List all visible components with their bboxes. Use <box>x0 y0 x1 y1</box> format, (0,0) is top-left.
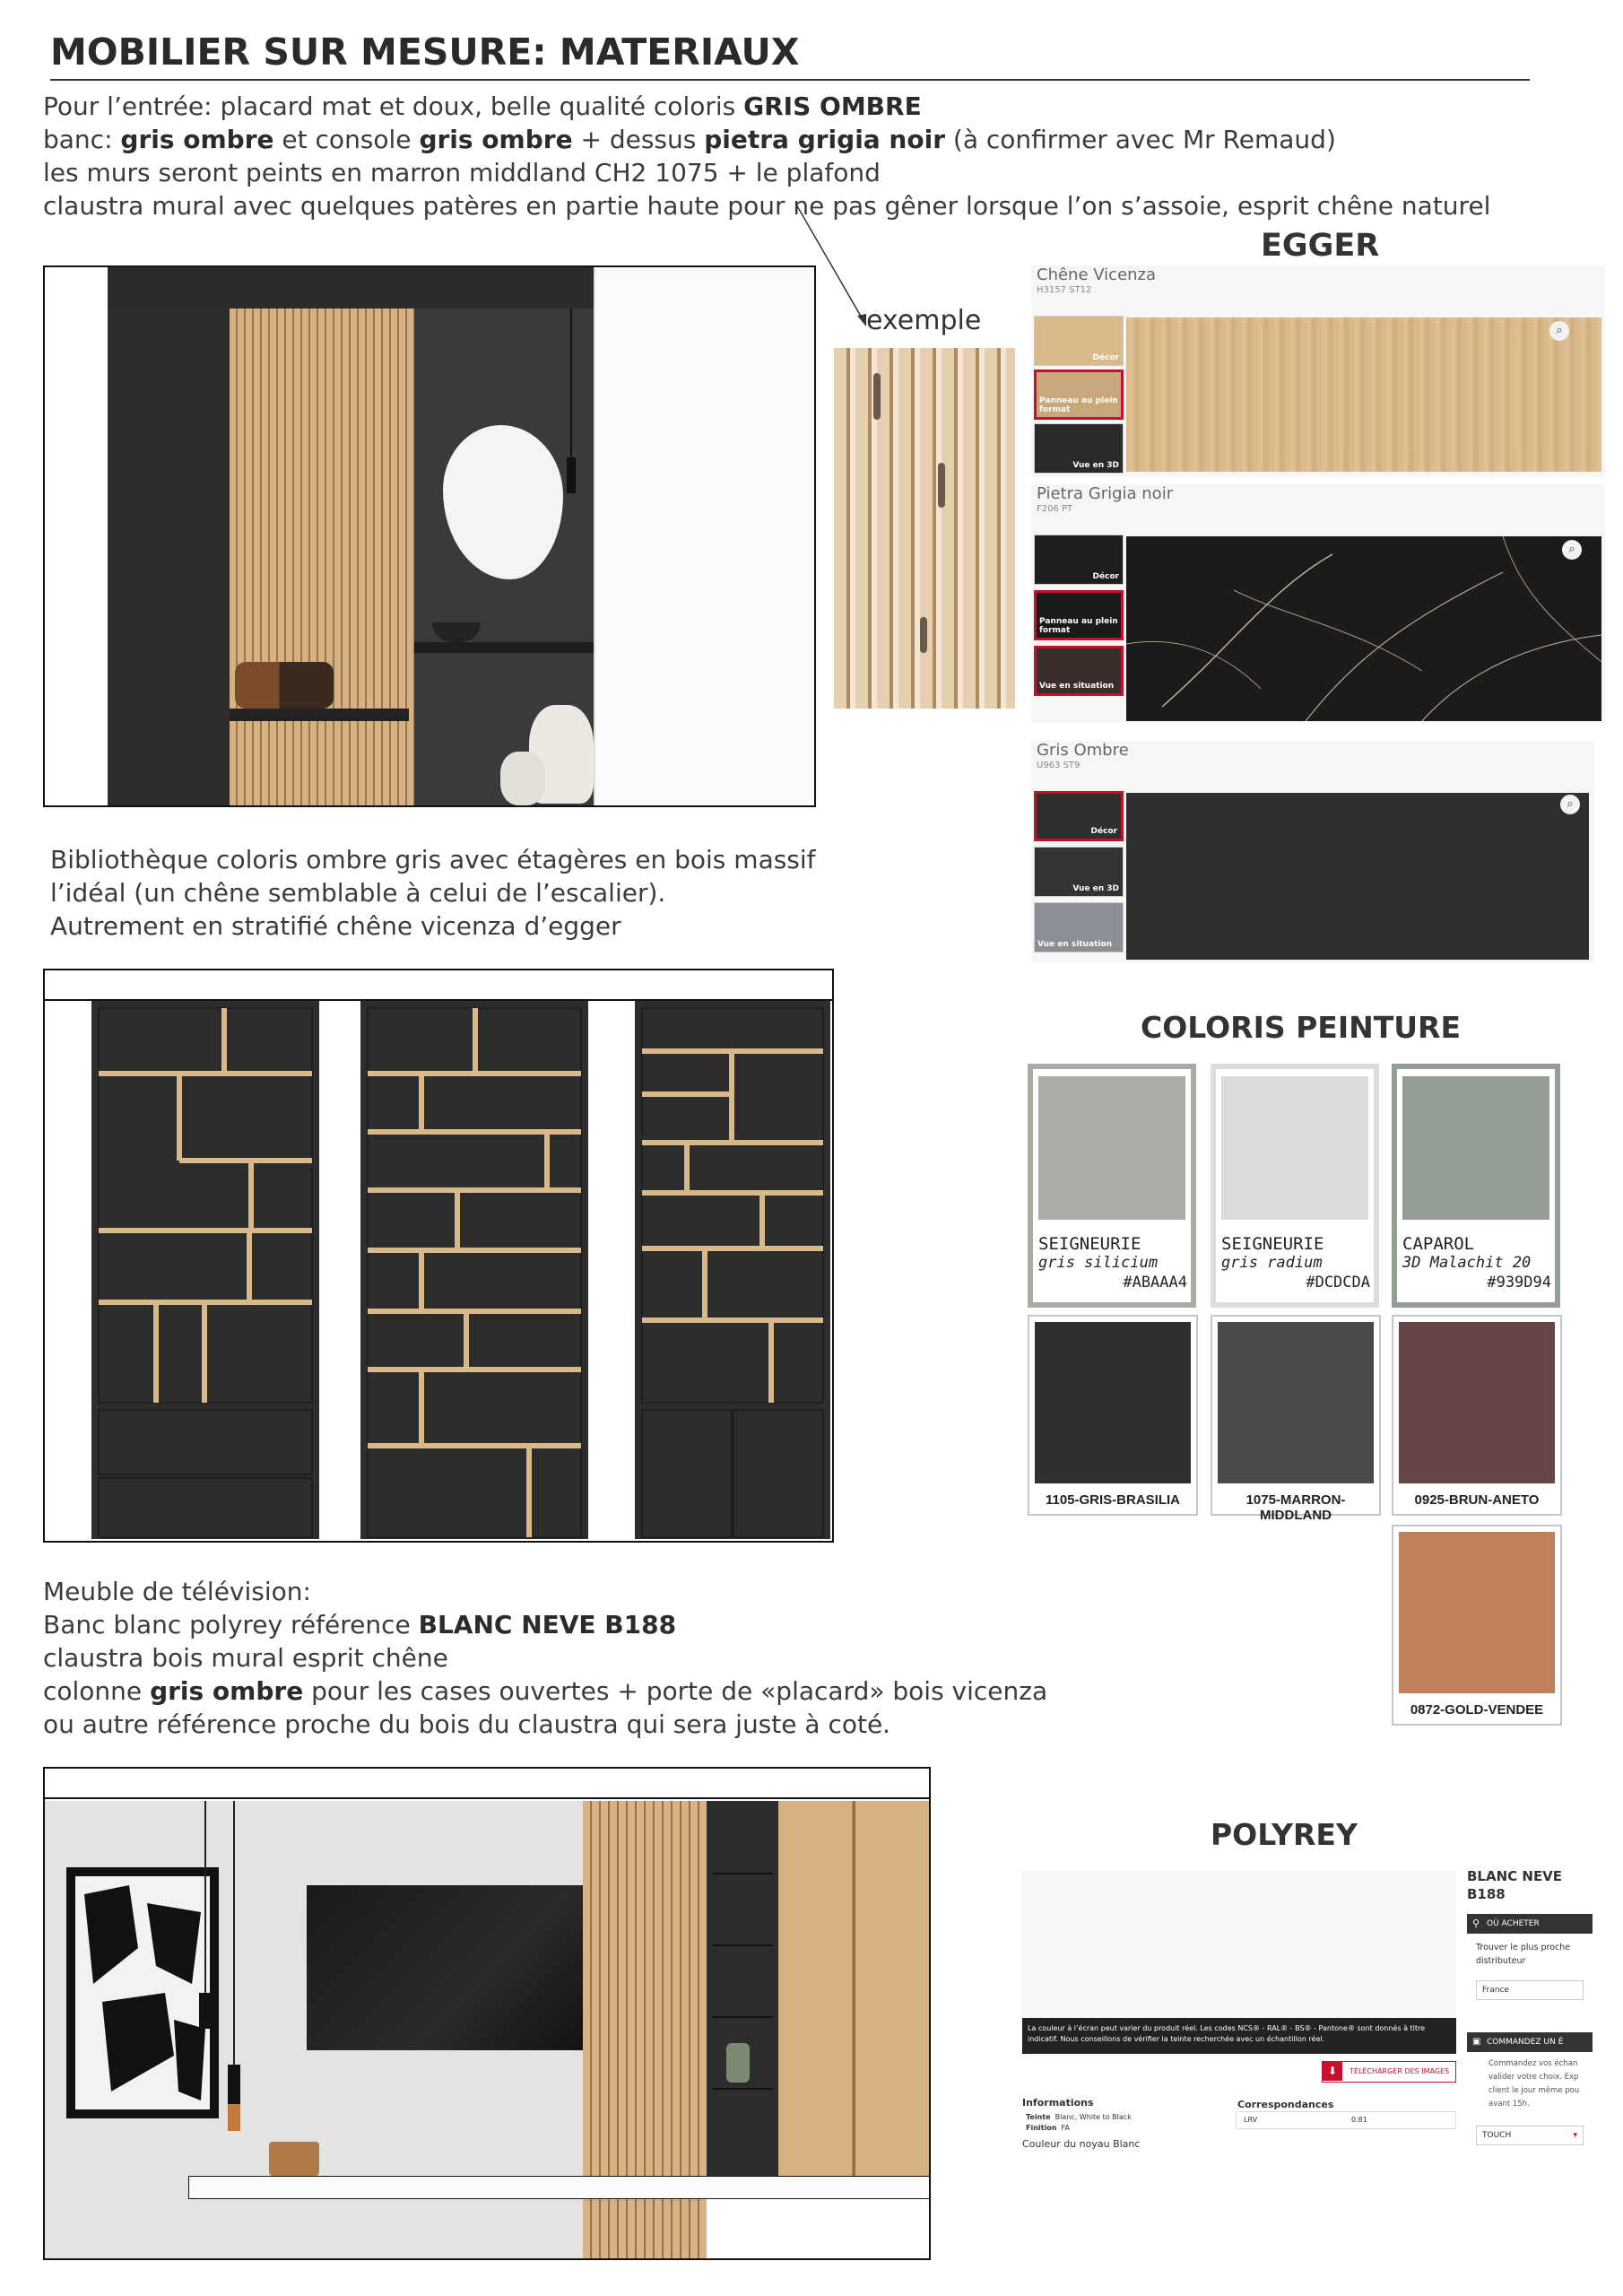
text: Meuble de télévision: <box>43 1577 311 1606</box>
cabinet-left <box>108 309 230 807</box>
bookshelf-elevation <box>43 969 834 1543</box>
tv-top-band <box>45 1769 931 1799</box>
column-shelf <box>712 1944 773 1946</box>
sample-box-icon: ▣ <box>1472 2037 1481 2047</box>
polyrey-lrv-row <box>1236 2111 1456 2129</box>
intro-line <box>43 189 1490 222</box>
intro-line <box>43 90 1490 123</box>
egger-product-pietra-grigia <box>1031 484 1605 723</box>
tv-line <box>43 1641 1047 1674</box>
polyrey-swatch <box>1022 1871 1456 2018</box>
text: (à confirmer avec Mr Remaud) <box>945 125 1336 154</box>
pendant-1 <box>204 1801 206 1998</box>
zoom-icon[interactable]: ⌕ <box>1560 795 1580 814</box>
egger-product-chene-vicenza <box>1031 265 1605 477</box>
pendant-2 <box>233 1801 235 2070</box>
title-underline <box>50 79 1530 81</box>
tv-elevation <box>43 1767 931 2260</box>
zoom-icon[interactable]: ⌕ <box>1549 321 1569 341</box>
decor-box <box>269 2142 319 2176</box>
thumb-3d[interactable]: Vue en 3D <box>1034 423 1124 474</box>
text: claustra mural avec quelques patères en partie haute pour ne pas gêner lorsque l’on s’assoie, esprit chêne naturel <box>43 191 1491 221</box>
thumb-situation[interactable]: Vue en situation <box>1034 646 1124 696</box>
text: claustra bois mural esprit chêne <box>43 1643 448 1673</box>
console-shelf <box>414 642 594 653</box>
thumb-decor[interactable]: Décor <box>1034 535 1124 585</box>
column-shelf <box>712 2088 773 2090</box>
bibliotheque-line: Autrement en stratifié chêne vicenza d’egger <box>50 911 621 941</box>
hook-3 <box>920 617 927 653</box>
paint-swatch-card <box>1211 1064 1379 1308</box>
polyrey-product-name: BLANC NEVE B188 <box>1467 1868 1563 1902</box>
exemple-photo <box>834 348 1015 709</box>
oak-claustra <box>230 309 414 807</box>
chip-label: 1075-MARRON-MIDDLAND <box>1245 1492 1346 1523</box>
text: colonne <box>43 1676 151 1706</box>
bold-text: gris ombre <box>150 1676 304 1706</box>
polyrey-corr-title: Correspondances <box>1237 2099 1334 2110</box>
thumb-decor[interactable]: Décor <box>1034 316 1124 366</box>
chip-label: 0925-BRUN-ANETO <box>1414 1492 1540 1508</box>
bibliotheque-line: l’idéal (un chêne semblable à celui de l’escalier). <box>50 878 666 908</box>
product-code: U963 ST9 <box>1037 761 1081 770</box>
paint-hex: #939D94 <box>1487 1274 1551 1292</box>
download-images-button[interactable]: ⬇ TÉLÉCHARGER DES IMAGES <box>1322 2061 1456 2083</box>
bookshelf-svg <box>45 970 832 1541</box>
touch-select[interactable]: TOUCH ▾ <box>1476 2126 1584 2145</box>
column-shelf <box>712 1873 773 1874</box>
tv-oak-claustra <box>583 1801 707 2176</box>
bold-text: GRIS OMBRE <box>743 91 922 121</box>
exemple-label: exemple <box>866 305 982 336</box>
paint-chip <box>1392 1315 1562 1516</box>
decor-preview-gris-ombre <box>1126 793 1589 960</box>
tv-line <box>43 1674 1047 1708</box>
chip-color <box>1035 1322 1191 1483</box>
product-name: Pietra Grigia noir <box>1037 484 1174 503</box>
polyrey-noyau: Couleur du noyau Blanc <box>1022 2138 1141 2150</box>
tv-text <box>43 1575 1047 1741</box>
chevron-down-icon: ▾ <box>1573 2131 1577 2140</box>
gris-ombre-column <box>707 1801 778 2176</box>
vicenza-door <box>778 1801 931 2176</box>
text: et console <box>273 125 420 154</box>
paint-name: 3D Malachit 20 <box>1402 1254 1532 1272</box>
text: + dessus <box>572 125 705 154</box>
cabinet-top <box>108 267 638 309</box>
vicenza-door-lower <box>778 2199 931 2260</box>
lrv-value: 0.81 <box>1351 2116 1367 2124</box>
tv-line <box>43 1708 1047 1741</box>
paint-brand: SEIGNEURIE <box>1221 1234 1324 1254</box>
thumb-3d[interactable]: Vue en 3D <box>1034 847 1124 897</box>
ou-acheter-bar[interactable]: ⚲ OÙ ACHETER <box>1467 1914 1593 1934</box>
thumb-panneau[interactable]: Panneau au plein format <box>1034 590 1124 640</box>
bench <box>230 709 409 721</box>
download-icon: ⬇ <box>1323 2062 1342 2081</box>
polyrey-teinte: Teinte Blanc, White to Black <box>1026 2113 1132 2121</box>
paint-chip <box>1028 1315 1198 1516</box>
decor-preview-chene <box>1126 317 1601 472</box>
bold-text: gris ombre <box>419 125 573 154</box>
column-shelf <box>712 2016 773 2018</box>
product-code: H3157 ST12 <box>1037 285 1092 295</box>
peinture-heading: COLORIS PEINTURE <box>1141 1010 1462 1045</box>
tv-line <box>43 1575 1047 1608</box>
commander-bar[interactable]: ▣ COMMANDEZ UN É <box>1467 2032 1593 2052</box>
green-vase <box>726 2043 750 2083</box>
chip-color <box>1218 1322 1374 1483</box>
pendant-shade <box>567 457 576 493</box>
paint-name: gris silicium <box>1038 1254 1159 1272</box>
pendant-2-shade <box>228 2065 240 2108</box>
text: Banc blanc polyrey référence <box>43 1610 419 1639</box>
bold-text: pietra grigia noir <box>704 125 946 154</box>
cushions <box>235 662 334 709</box>
intro-text <box>43 90 1490 222</box>
product-name: Gris Ombre <box>1037 741 1129 760</box>
thumb-panneau[interactable]: Panneau au plein format <box>1034 370 1124 420</box>
hook-2 <box>938 463 945 508</box>
pendant-1-shade <box>199 1993 212 2029</box>
polyrey-info-title: Informations <box>1022 2097 1094 2109</box>
paint-brand: SEIGNEURIE <box>1038 1234 1141 1254</box>
paint-swatch-card <box>1392 1064 1560 1308</box>
tv-screen <box>307 1885 592 2050</box>
bold-text: gris ombre <box>120 125 274 154</box>
thumb-situation[interactable]: Vue en situation <box>1034 902 1124 952</box>
text: Pour l’entrée: placard mat et doux, belle qualité coloris <box>43 91 744 121</box>
country-select[interactable]: France <box>1476 1980 1584 2000</box>
artwork <box>66 1867 219 2118</box>
commander-text: Commandez vos échan valider votre choix. Exp client le jour même pou avant 15h. <box>1488 2059 1580 2109</box>
text: pour les cases ouvertes + porte de «placard» bois vicenza <box>303 1676 1048 1706</box>
egger-product-gris-ombre <box>1031 741 1594 963</box>
zoom-icon[interactable]: ⌕ <box>1562 540 1582 560</box>
text: ou autre référence proche du bois du claustra qui sera juste à coté. <box>43 1709 891 1739</box>
paint-color-block <box>1402 1076 1549 1220</box>
product-name: Chêne Vicenza <box>1037 265 1157 284</box>
paint-name: gris radium <box>1221 1254 1323 1272</box>
entrance-elevation <box>43 265 816 807</box>
bold-text: BLANC NEVE B188 <box>418 1610 677 1639</box>
paint-brand: CAPAROL <box>1402 1234 1475 1254</box>
vase-small <box>500 752 545 805</box>
product-code: F206 PT <box>1037 504 1073 514</box>
bibliotheque-text <box>50 843 816 943</box>
egger-heading: EGGER <box>1261 228 1380 264</box>
paint-swatch-card <box>1028 1064 1196 1308</box>
hook-1 <box>873 373 881 420</box>
text: banc: <box>43 125 121 154</box>
paint-color-block <box>1221 1076 1368 1220</box>
find-distributor-text: Trouver le plus proche distributeur <box>1476 1943 1571 1966</box>
chip-label: 0872-GOLD-VENDEE <box>1410 1702 1544 1718</box>
intro-line <box>43 123 1490 156</box>
polyrey-finition: Finition FA <box>1026 2124 1070 2132</box>
artwork-canvas <box>75 1876 210 2109</box>
chip-label: 1105-GRIS-BRASILIA <box>1045 1492 1181 1508</box>
paint-chip <box>1392 1525 1562 1726</box>
chip-color <box>1399 1532 1555 1693</box>
lrv-label: LRV <box>1244 2116 1258 2124</box>
tv-line <box>43 1608 1047 1641</box>
paint-hex: #DCDCDA <box>1306 1274 1370 1292</box>
pendant-2-light <box>228 2104 240 2131</box>
paint-hex: #ABAAA4 <box>1123 1274 1187 1292</box>
bibliotheque-line: Bibliothèque coloris ombre gris avec étagères en bois massif <box>50 845 816 874</box>
blanc-neve-bench <box>188 2176 931 2199</box>
chip-color <box>1399 1322 1555 1483</box>
paint-chip <box>1211 1315 1381 1523</box>
paint-color-block <box>1038 1076 1185 1220</box>
location-pin-icon: ⚲ <box>1472 1918 1480 1929</box>
decor-preview-pietra <box>1126 536 1601 721</box>
page-title: MOBILIER SUR MESURE: MATERIAUX <box>50 30 800 74</box>
pendant-light <box>570 309 572 461</box>
intro-line <box>43 156 1490 189</box>
polyrey-heading: POLYREY <box>1211 1817 1358 1852</box>
polyrey-notice: La couleur à l’écran peut varier du produit réel. Les codes NCS® - RAL® - BS® - Pantone® sont donnés à titre indicatif. Nous conseillons de vérifier la teinte recherchée avec un échantillon réel. <box>1022 2018 1456 2054</box>
thumb-decor[interactable]: Décor <box>1034 791 1124 841</box>
cabinet-right-white <box>594 267 816 807</box>
tv-oak-claustra-lower <box>583 2199 707 2260</box>
text: les murs seront peints en marron middland CH2 1075 + le plafond <box>43 158 881 187</box>
